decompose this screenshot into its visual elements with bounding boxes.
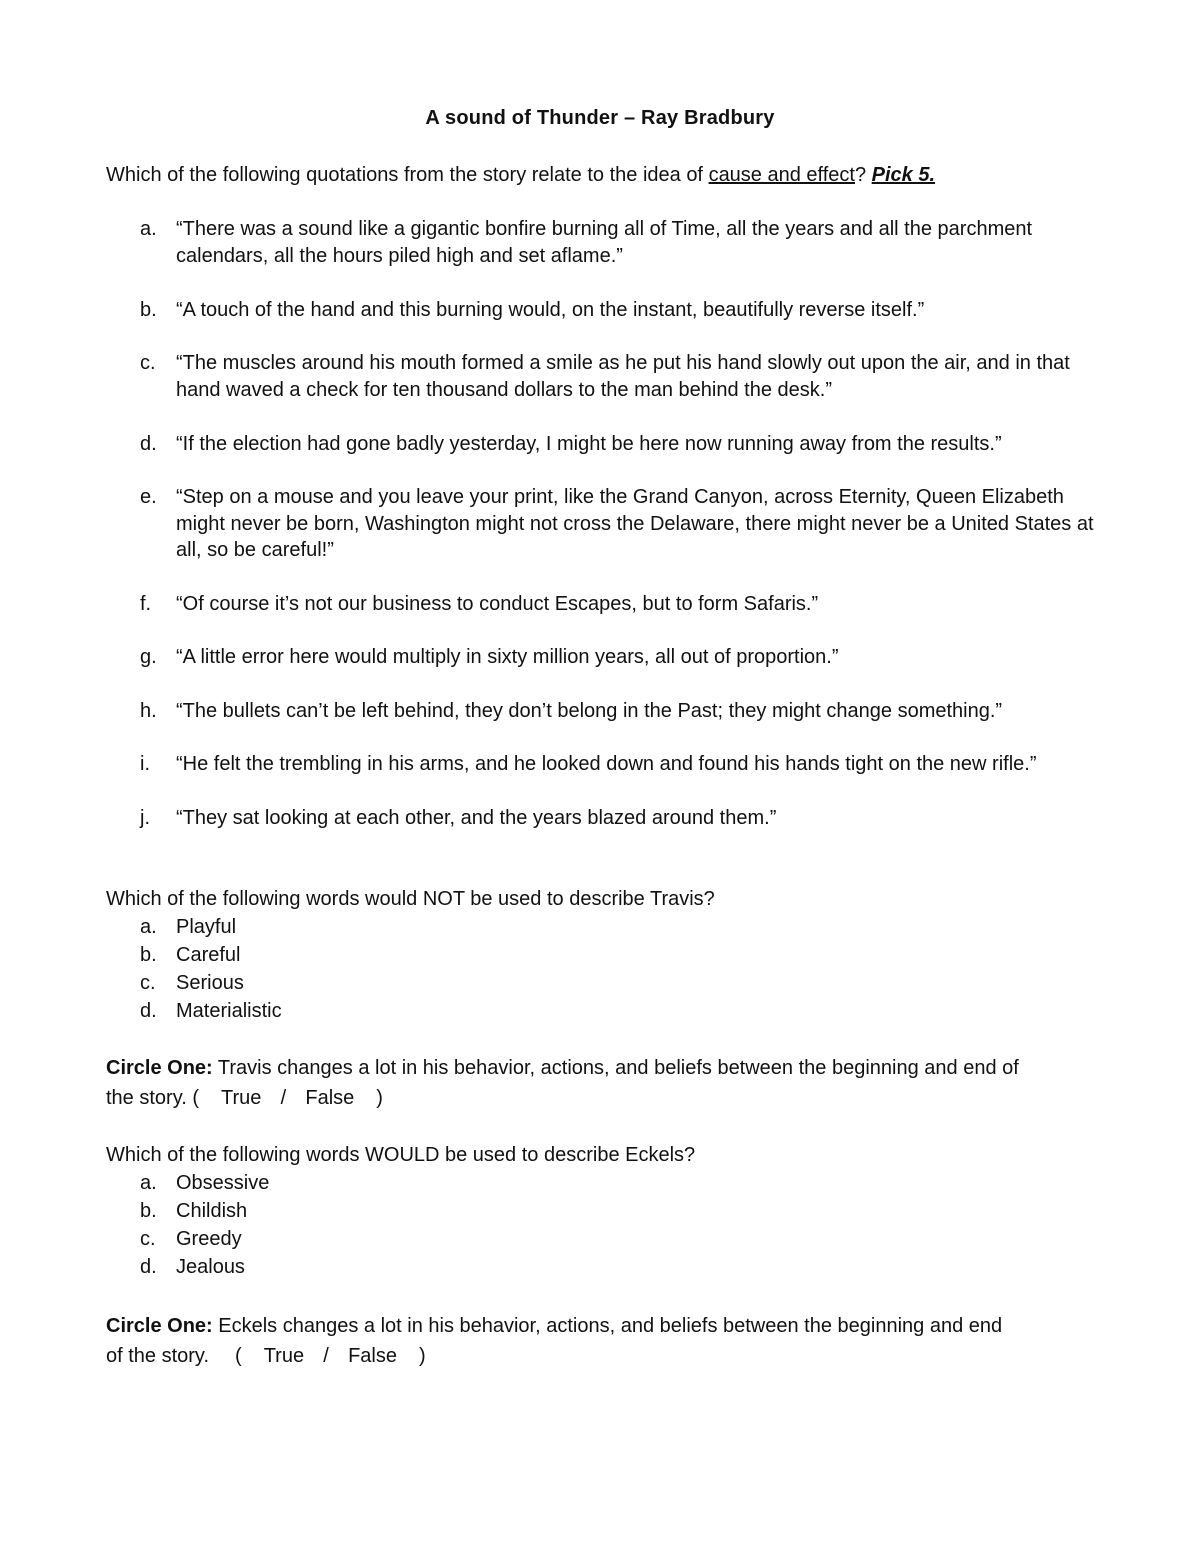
page-title: A sound of Thunder – Ray Bradbury (425, 107, 775, 129)
prompt-underlined: cause and effect (708, 164, 855, 186)
quotations-prompt (106, 162, 935, 188)
quote-text: “He felt the trembling in his arms, and he looked down and found his hands tight on the new rifle.” (176, 753, 1037, 775)
circle-one-label: Circle One: (106, 1057, 213, 1079)
option-letter: b. (140, 1200, 157, 1222)
quote-text: “Of course it’s not our business to conduct Escapes, but to form Safaris.” (176, 593, 819, 615)
quote-text: “There was a sound like a gigantic bonfire burning all of Time, all the years and all the parchment calendars, all the hours piled high and set aflame.” (176, 218, 1033, 267)
option-text: Playful (176, 916, 237, 938)
travis-option-a[interactable] (140, 913, 236, 941)
travis-false-option[interactable]: False (305, 1087, 355, 1109)
eckels-option-d[interactable] (140, 1253, 245, 1281)
travis-prompt: Which of the following words would NOT be used to describe Travis? (106, 888, 715, 910)
quote-letter: a. (140, 218, 157, 240)
eckels-option-b[interactable] (140, 1197, 247, 1225)
quote-text: “Step on a mouse and you leave your print, like the Grand Canyon, across Eternity, Queen Elizabeth might never be born, Washington might not cross the Delaware, there might never be a United States at all, so be careful!” (176, 486, 1094, 561)
quote-letter: j. (140, 807, 150, 829)
eckels-circle-one (106, 1311, 1106, 1371)
circle-line-1 (106, 1311, 1106, 1341)
option-letter: b. (140, 944, 157, 966)
quote-text: “If the election had gone badly yesterday, I might be here now running away from the results.” (176, 433, 1002, 455)
quote-letter: e. (140, 486, 157, 508)
quote-letter: i. (140, 753, 150, 775)
open-paren: ( (235, 1345, 242, 1367)
travis-true-option[interactable]: True (221, 1087, 262, 1109)
quote-text: “The bullets can’t be left behind, they don’t belong in the Past; they might change something.” (176, 700, 1003, 722)
travis-option-c[interactable] (140, 969, 244, 997)
circle-statement: Eckels changes a lot in his behavior, actions, and beliefs between the beginning and end (212, 1315, 1003, 1337)
quote-text: “A little error here would multiply in sixty million years, all out of proportion.” (176, 646, 839, 668)
circle-line-1 (106, 1053, 1106, 1083)
eckels-true-option[interactable]: True (263, 1345, 305, 1367)
quote-letter: d. (140, 433, 157, 455)
option-letter: d. (140, 1000, 157, 1022)
option-letter: c. (140, 1228, 156, 1250)
tf-slash: / (280, 1087, 287, 1109)
option-text: Greedy (176, 1228, 242, 1250)
quote-text: “A touch of the hand and this burning would, on the instant, beautifully reverse itself.” (176, 299, 925, 321)
option-letter: a. (140, 916, 157, 938)
quote-letter: h. (140, 700, 157, 722)
quote-letter: b. (140, 299, 157, 321)
quote-letter: c. (140, 352, 156, 374)
close-paren: ) (376, 1087, 383, 1109)
circle-statement-end: of the story. (106, 1345, 210, 1367)
eckels-option-a[interactable] (140, 1169, 269, 1197)
quote-text: “They sat looking at each other, and the years blazed around them.” (176, 807, 777, 829)
tf-slash: / (323, 1345, 329, 1367)
eckels-prompt: Which of the following words WOULD be used to describe Eckels? (106, 1144, 696, 1166)
circle-line-2 (106, 1083, 1106, 1113)
option-letter: c. (140, 972, 156, 994)
prompt-text: Which of the following quotations from the story relate to the idea of (106, 164, 709, 186)
circle-one-label: Circle One: (106, 1315, 213, 1337)
prompt-qmark: ? (854, 164, 872, 186)
option-letter: d. (140, 1256, 157, 1278)
pick-instruction: Pick 5. (871, 164, 936, 186)
option-text: Obsessive (176, 1172, 270, 1194)
option-text: Serious (176, 972, 244, 994)
travis-circle-one (106, 1053, 1106, 1113)
quote-letter: g. (140, 646, 157, 668)
option-text: Materialistic (176, 1000, 282, 1022)
close-paren: ) (418, 1345, 426, 1367)
option-text: Jealous (176, 1256, 245, 1278)
eckels-false-option[interactable]: False (348, 1345, 397, 1367)
quote-letter: f. (140, 593, 152, 615)
circle-statement: Travis changes a lot in his behavior, actions, and beliefs between the beginning and end of (212, 1057, 1019, 1079)
eckels-option-c[interactable] (140, 1225, 242, 1253)
travis-option-b[interactable] (140, 941, 240, 969)
option-text: Childish (176, 1200, 248, 1222)
option-text: Careful (176, 944, 241, 966)
option-letter: a. (140, 1172, 157, 1194)
travis-option-d[interactable] (140, 997, 282, 1025)
quote-text: “The muscles around his mouth formed a smile as he put his hand slowly out upon the air, and in that hand waved a check for ten thousand dollars to the man behind the desk.” (176, 352, 1070, 401)
circle-line-2 (106, 1341, 1106, 1371)
circle-statement-end: the story. ( (106, 1087, 199, 1109)
